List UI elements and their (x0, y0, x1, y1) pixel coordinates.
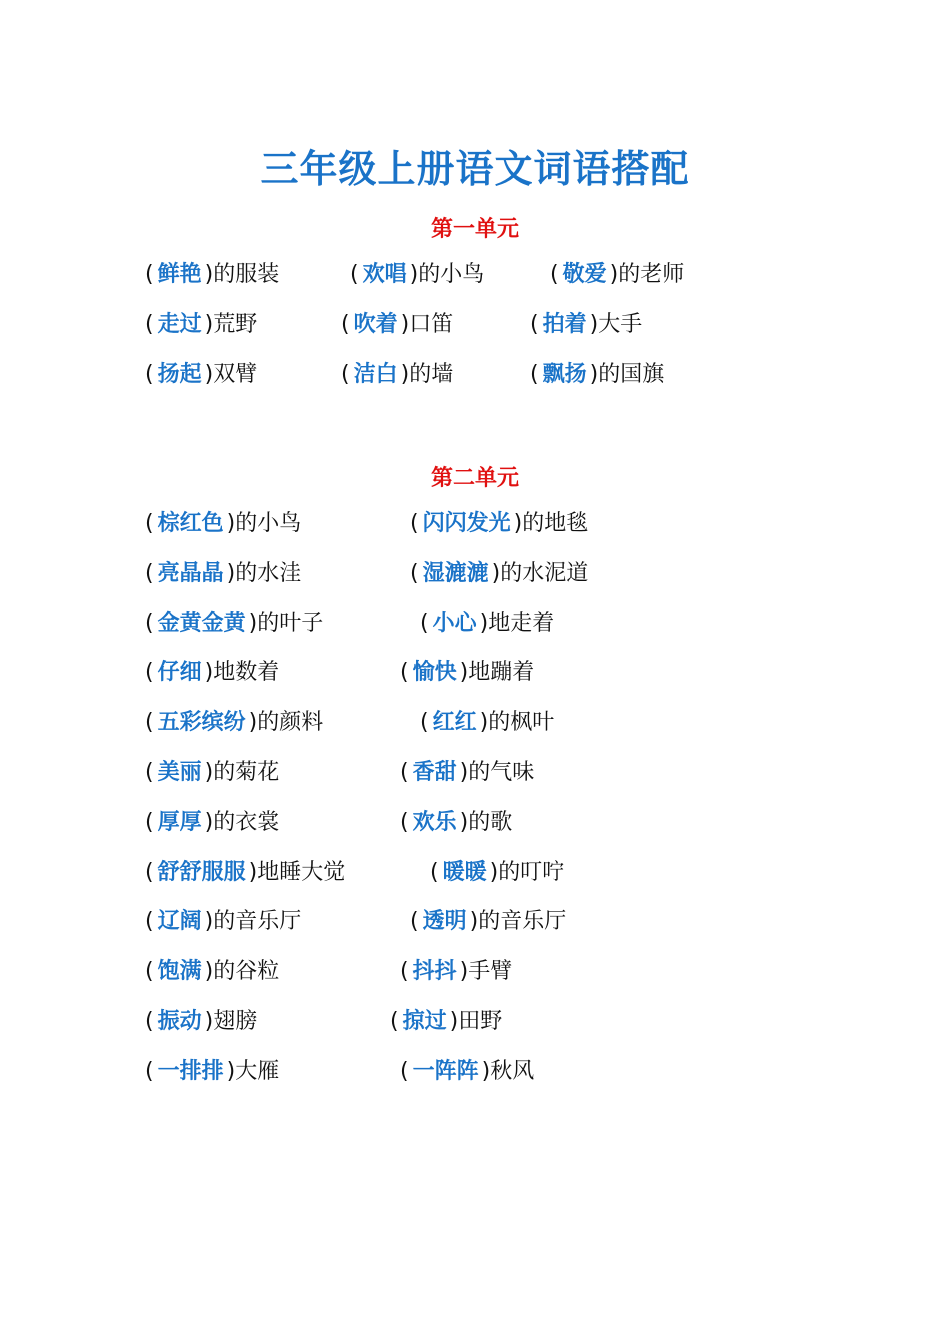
answer-word: 红红 (432, 710, 477, 735)
phrase-item (400, 956, 512, 988)
close-paren: ) (449, 1009, 459, 1034)
close-paren: ) (204, 959, 214, 984)
close-paren: ) (226, 511, 236, 536)
phrase-suffix: 的音乐厅 (478, 909, 567, 934)
phrase-item (145, 508, 301, 540)
answer-word: 敬爱 (562, 262, 607, 287)
phrase-item (145, 857, 345, 889)
phrase-row (0, 956, 950, 988)
phrase-item (341, 309, 453, 341)
phrase-suffix: 秋风 (490, 1059, 535, 1084)
answer-word: 一排排 (157, 1059, 224, 1084)
phrase-item (400, 1056, 534, 1088)
close-paren: ) (469, 909, 479, 934)
answer-word: 欢唱 (362, 262, 407, 287)
answer-word: 欢乐 (412, 810, 457, 835)
phrase-item (145, 1006, 257, 1038)
open-paren: ( (145, 710, 154, 735)
phrase-suffix: 的菊花 (213, 760, 280, 785)
close-paren: ) (459, 810, 469, 835)
phrase-suffix: 的水泥道 (500, 561, 589, 586)
close-paren: ) (204, 262, 214, 287)
answer-word: 掠过 (402, 1009, 447, 1034)
close-paren: ) (491, 561, 501, 586)
phrase-item (390, 1006, 502, 1038)
phrase-row (0, 906, 950, 938)
phrase-item (145, 608, 323, 640)
answer-word: 亮晶晶 (157, 561, 224, 586)
open-paren: ( (400, 959, 409, 984)
open-paren: ( (400, 1059, 409, 1084)
phrase-item (410, 508, 588, 540)
open-paren: ( (145, 511, 154, 536)
open-paren: ( (390, 1009, 399, 1034)
open-paren: ( (410, 511, 419, 536)
phrase-suffix: 翅膀 (213, 1009, 258, 1034)
phrase-item (530, 359, 664, 391)
phrase-item (145, 1056, 279, 1088)
phrase-row (0, 807, 950, 839)
answer-word: 五彩缤纷 (157, 710, 246, 735)
phrase-suffix: 的谷粒 (213, 959, 280, 984)
phrase-item (145, 906, 301, 938)
phrase-suffix: 大手 (598, 312, 643, 337)
phrase-row (0, 508, 950, 540)
phrase-row (0, 707, 950, 739)
phrase-suffix: 的音乐厅 (213, 909, 302, 934)
answer-word: 抖抖 (412, 959, 457, 984)
phrase-suffix: 的颜料 (257, 710, 324, 735)
phrase-item (145, 558, 301, 590)
close-paren: ) (204, 1009, 214, 1034)
phrase-suffix: 地走着 (488, 611, 555, 636)
phrase-item (400, 807, 512, 839)
phrase-item (350, 259, 484, 291)
close-paren: ) (248, 860, 258, 885)
phrase-suffix: 的服装 (213, 262, 280, 287)
phrase-item (145, 707, 323, 739)
answer-word: 飘扬 (542, 362, 587, 387)
page-title: 三年级上册语文词语搭配 (260, 147, 690, 191)
open-paren: ( (410, 909, 419, 934)
answer-word: 鲜艳 (157, 262, 202, 287)
phrase-row (0, 359, 950, 391)
phrase-item (430, 857, 564, 889)
open-paren: ( (145, 909, 154, 934)
open-paren: ( (145, 760, 154, 785)
close-paren: ) (204, 810, 214, 835)
close-paren: ) (589, 312, 599, 337)
phrase-item (145, 657, 279, 689)
phrase-suffix: 田野 (458, 1009, 503, 1034)
close-paren: ) (589, 362, 599, 387)
phrase-suffix: 的歌 (468, 810, 513, 835)
open-paren: ( (400, 660, 409, 685)
open-paren: ( (350, 262, 359, 287)
phrase-suffix: 的小鸟 (235, 511, 302, 536)
phrase-suffix: 的气味 (468, 760, 535, 785)
open-paren: ( (145, 561, 154, 586)
phrase-item (145, 309, 257, 341)
close-paren: ) (400, 312, 410, 337)
answer-word: 棕红色 (157, 511, 224, 536)
answer-word: 辽阔 (157, 909, 202, 934)
close-paren: ) (226, 561, 236, 586)
phrase-row (0, 608, 950, 640)
phrase-row (0, 1056, 950, 1088)
close-paren: ) (459, 760, 469, 785)
answer-word: 愉快 (412, 660, 457, 685)
answer-word: 小心 (432, 611, 477, 636)
close-paren: ) (459, 959, 469, 984)
phrase-item (341, 359, 453, 391)
phrase-row (0, 558, 950, 590)
open-paren: ( (400, 810, 409, 835)
answer-word: 仔细 (157, 660, 202, 685)
phrase-suffix: 的叶子 (257, 611, 324, 636)
close-paren: ) (609, 262, 619, 287)
phrase-item (410, 906, 566, 938)
phrase-suffix: 荒野 (213, 312, 258, 337)
open-paren: ( (430, 860, 439, 885)
phrase-item (530, 309, 642, 341)
close-paren: ) (513, 511, 523, 536)
open-paren: ( (530, 312, 539, 337)
open-paren: ( (145, 1009, 154, 1034)
open-paren: ( (341, 312, 350, 337)
answer-word: 湿漉漉 (422, 561, 489, 586)
phrase-row (0, 259, 950, 291)
close-paren: ) (204, 909, 214, 934)
unit-heading-2: 第二单元 (430, 466, 519, 491)
close-paren: ) (248, 611, 258, 636)
open-paren: ( (550, 262, 559, 287)
answer-word: 一阵阵 (412, 1059, 479, 1084)
answer-word: 透明 (422, 909, 467, 934)
close-paren: ) (204, 312, 214, 337)
answer-word: 走过 (157, 312, 202, 337)
answer-word: 金黄金黄 (157, 611, 246, 636)
phrase-item (550, 259, 684, 291)
phrase-item (400, 757, 534, 789)
answer-word: 舒舒服服 (157, 860, 246, 885)
open-paren: ( (420, 611, 429, 636)
open-paren: ( (145, 1059, 154, 1084)
answer-word: 暖暖 (442, 860, 487, 885)
close-paren: ) (479, 611, 489, 636)
close-paren: ) (409, 262, 419, 287)
open-paren: ( (530, 362, 539, 387)
phrase-item (145, 359, 257, 391)
close-paren: ) (481, 1059, 491, 1084)
open-paren: ( (145, 959, 154, 984)
phrase-item (420, 707, 554, 739)
phrase-suffix: 口笛 (409, 312, 454, 337)
open-paren: ( (145, 660, 154, 685)
answer-word: 洁白 (353, 362, 398, 387)
phrase-suffix: 手臂 (468, 959, 513, 984)
close-paren: ) (400, 362, 410, 387)
answer-word: 拍着 (542, 312, 587, 337)
phrase-suffix: 的国旗 (598, 362, 665, 387)
phrase-suffix: 的叮咛 (498, 860, 565, 885)
phrase-suffix: 地数着 (213, 660, 280, 685)
phrase-item (145, 259, 279, 291)
answer-word: 吹着 (353, 312, 398, 337)
open-paren: ( (145, 262, 154, 287)
phrase-suffix: 地睡大觉 (257, 860, 346, 885)
phrase-suffix: 双臂 (213, 362, 258, 387)
phrase-row (0, 309, 950, 341)
close-paren: ) (204, 362, 214, 387)
phrase-suffix: 的墙 (409, 362, 454, 387)
phrase-item (145, 807, 279, 839)
answer-word: 厚厚 (157, 810, 202, 835)
phrase-suffix: 的老师 (618, 262, 685, 287)
phrase-suffix: 的衣裳 (213, 810, 280, 835)
phrase-row (0, 657, 950, 689)
close-paren: ) (248, 710, 258, 735)
phrase-row (0, 757, 950, 789)
phrase-item (400, 657, 534, 689)
phrase-item (145, 956, 279, 988)
close-paren: ) (204, 760, 214, 785)
phrase-suffix: 的水洼 (235, 561, 302, 586)
unit-heading-1: 第一单元 (430, 217, 519, 242)
open-paren: ( (400, 760, 409, 785)
phrase-row (0, 1006, 950, 1038)
open-paren: ( (145, 810, 154, 835)
answer-word: 振动 (157, 1009, 202, 1034)
phrase-suffix: 的小鸟 (418, 262, 485, 287)
answer-word: 扬起 (157, 362, 202, 387)
close-paren: ) (489, 860, 499, 885)
phrase-suffix: 地蹦着 (468, 660, 535, 685)
answer-word: 饱满 (157, 959, 202, 984)
open-paren: ( (145, 860, 154, 885)
phrase-item (420, 608, 554, 640)
close-paren: ) (226, 1059, 236, 1084)
open-paren: ( (420, 710, 429, 735)
open-paren: ( (145, 312, 154, 337)
phrase-row (0, 857, 950, 889)
answer-word: 闪闪发光 (422, 511, 511, 536)
phrase-item (410, 558, 588, 590)
phrase-suffix: 的枫叶 (488, 710, 555, 735)
open-paren: ( (410, 561, 419, 586)
open-paren: ( (145, 611, 154, 636)
close-paren: ) (459, 660, 469, 685)
close-paren: ) (204, 660, 214, 685)
phrase-suffix: 大雁 (235, 1059, 280, 1084)
phrase-item (145, 757, 279, 789)
answer-word: 美丽 (157, 760, 202, 785)
open-paren: ( (341, 362, 350, 387)
answer-word: 香甜 (412, 760, 457, 785)
phrase-suffix: 的地毯 (522, 511, 589, 536)
open-paren: ( (145, 362, 154, 387)
close-paren: ) (479, 710, 489, 735)
